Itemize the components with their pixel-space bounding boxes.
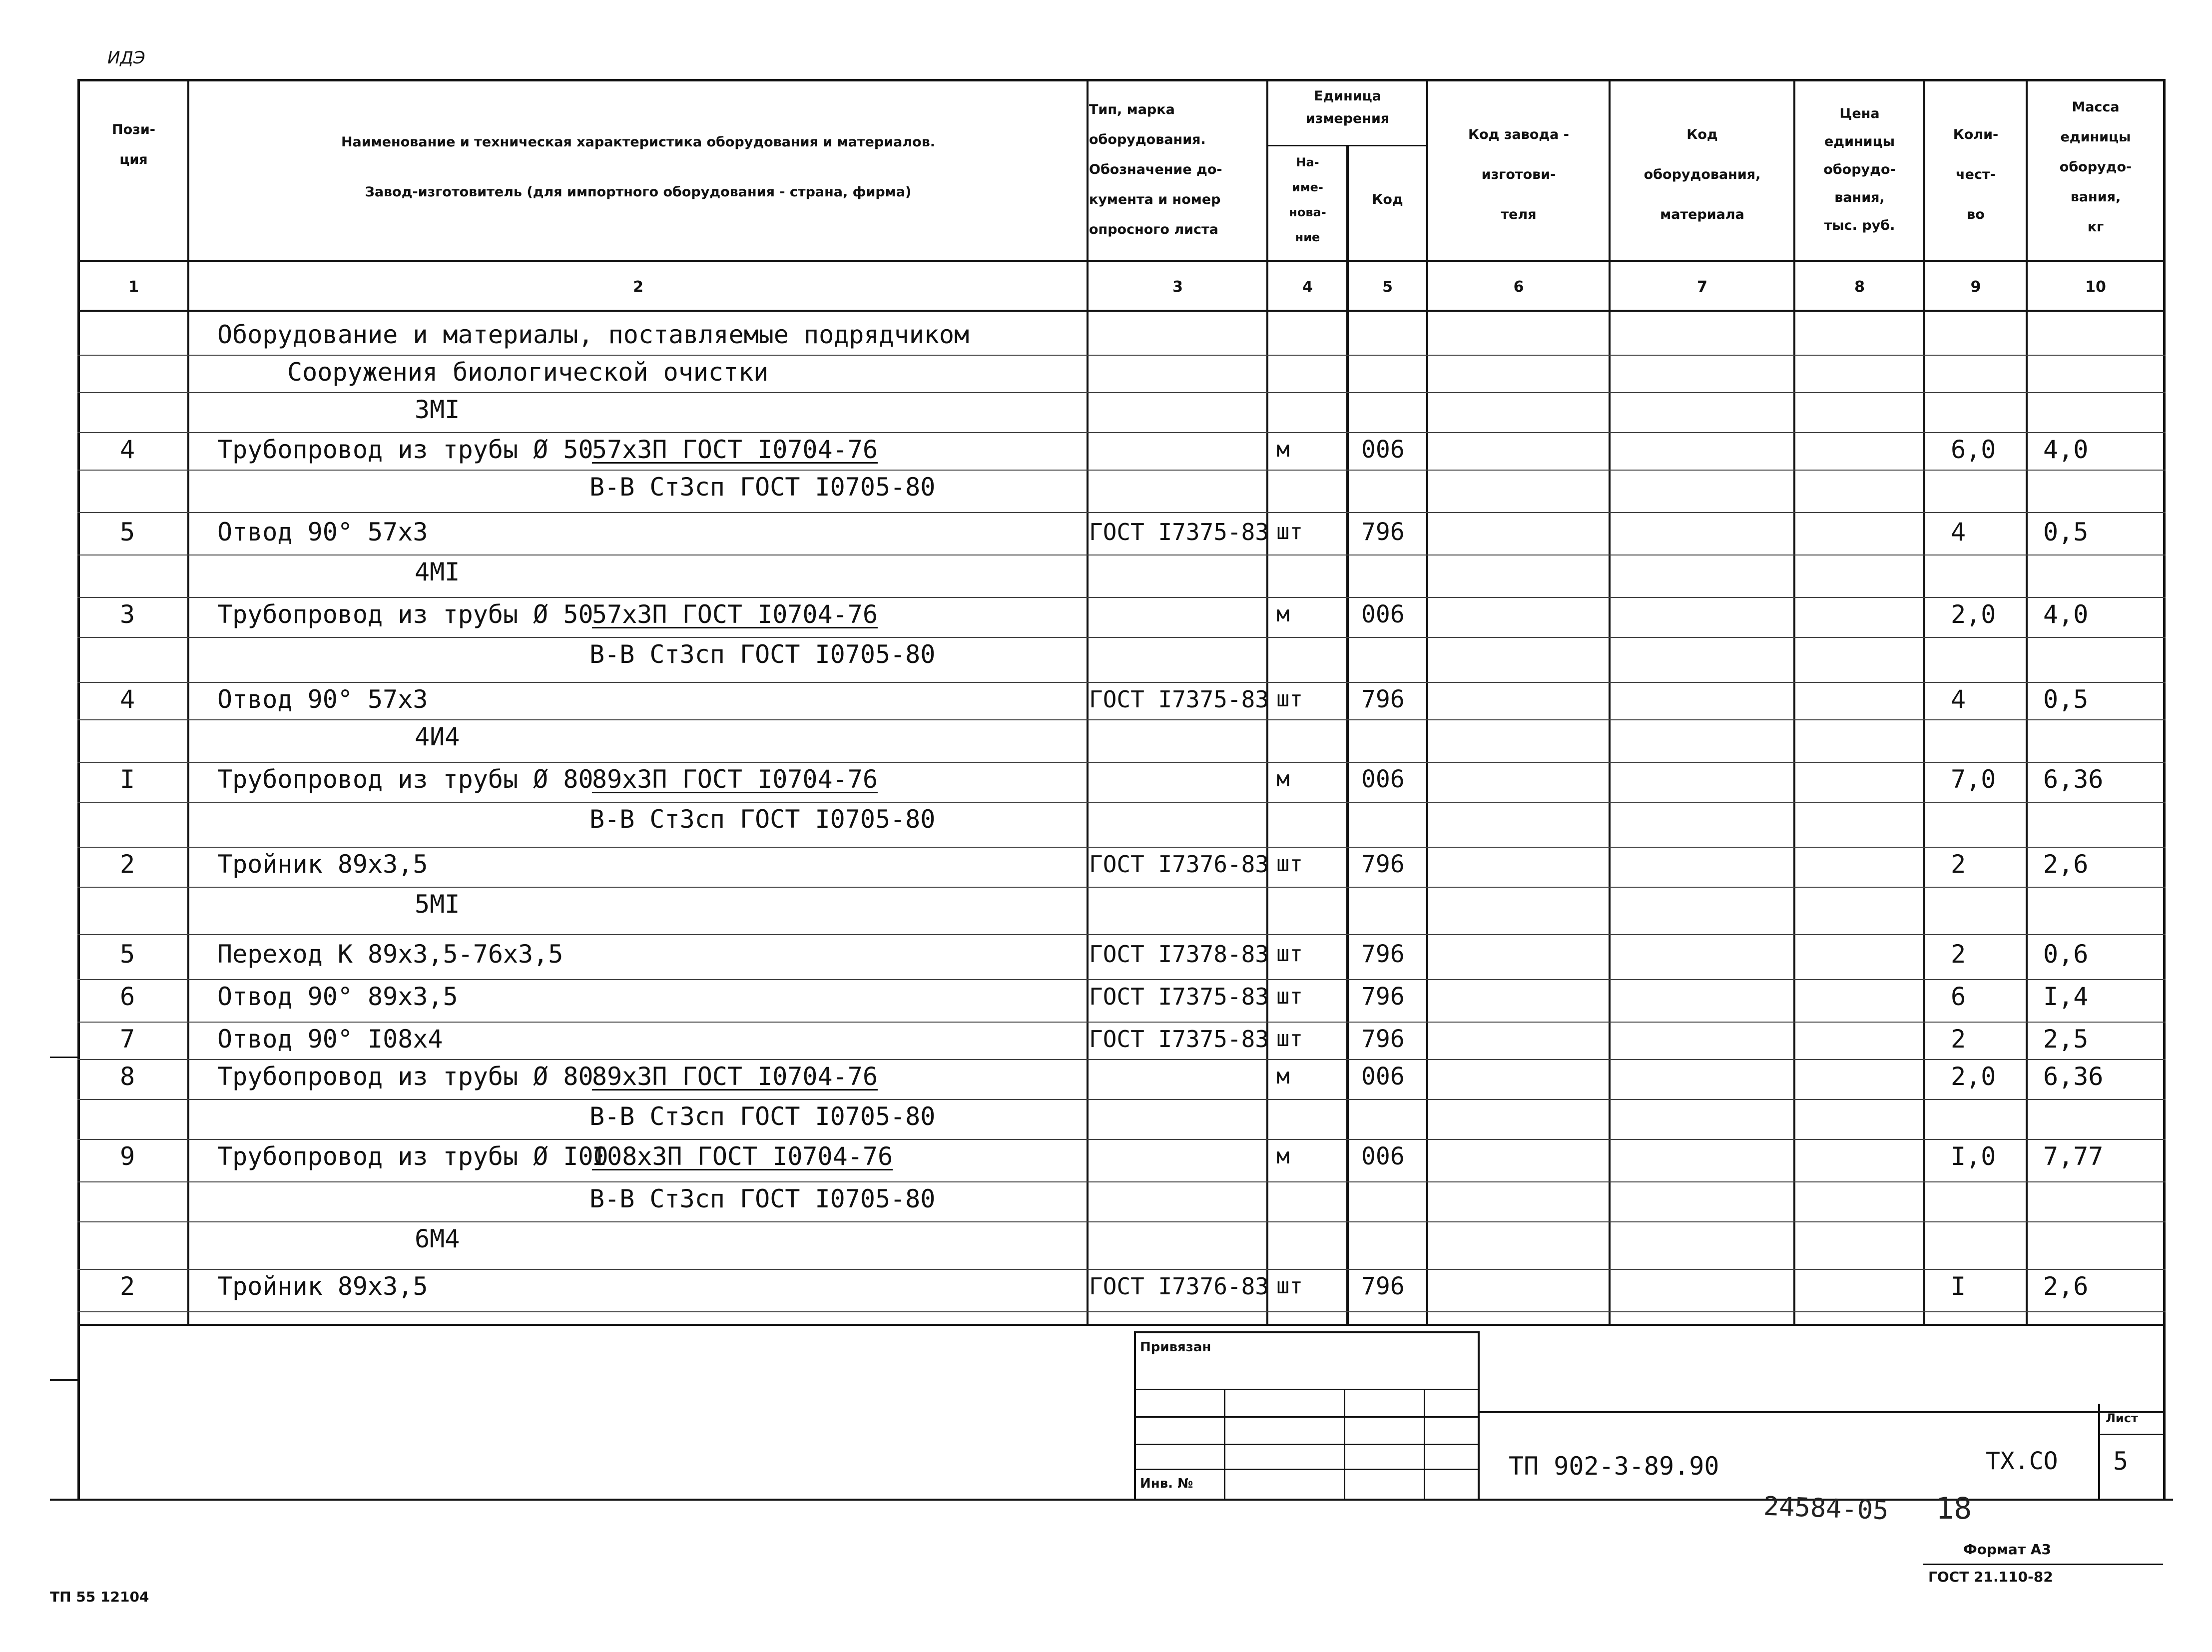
position-cell: 3	[120, 600, 135, 629]
row-separator	[77, 887, 2166, 888]
header-unit: Единица измерения	[1305, 88, 1390, 126]
row-separator	[77, 392, 2166, 393]
position-cell: 8	[120, 1062, 135, 1091]
row-separator	[77, 934, 2166, 935]
type-cell: ГОСТ I7378-83	[1089, 941, 1269, 968]
unit-code-cell: 796	[1361, 940, 1405, 968]
name-material-cell: В-В Ст3сп ГОСТ I0705-80	[589, 473, 936, 502]
mass-cell: 0,6	[2043, 940, 2089, 969]
position-cell: 4	[120, 435, 135, 464]
name-spec-cell: 89х3П ГОСТ I0704-76	[592, 1062, 878, 1091]
col-line-7	[1793, 79, 1795, 1325]
unit-code-cell: 796	[1361, 518, 1405, 546]
colnum-9: 9	[1970, 278, 1981, 296]
mass-cell: 0,5	[2043, 685, 2089, 714]
handwritten-page: 18	[1936, 1491, 1972, 1526]
colnum-10: 10	[2085, 278, 2106, 296]
unit-code-cell: 796	[1361, 983, 1405, 1011]
type-cell: ГОСТ I7376-83	[1089, 1273, 1269, 1300]
unit-cell: м	[1276, 437, 1290, 462]
stamp-line-1	[1134, 1389, 1479, 1390]
colnum-bottom-line	[77, 310, 2166, 312]
doc-part: ТХ.СО	[1986, 1447, 2058, 1475]
doc-code: ТП 902-3-89.90	[1509, 1452, 1719, 1481]
header-position: Пози- ция	[112, 122, 155, 167]
section-heading: 6М4	[415, 1224, 460, 1253]
mass-cell: 6,36	[2043, 765, 2104, 794]
quantity-cell: I,0	[1951, 1142, 1996, 1171]
quantity-cell: 2,0	[1951, 1062, 1996, 1091]
header-equipment-code: Код оборудования, материала	[1644, 127, 1761, 222]
type-cell: ГОСТ I7375-83	[1089, 519, 1269, 546]
row-separator	[77, 719, 2166, 720]
unit-code-cell: 006	[1361, 600, 1405, 628]
name-spec-cell: 57х3П ГОСТ I0704-76	[592, 435, 878, 464]
position-cell: 4	[120, 685, 135, 714]
name-cell: Трубопровод из трубы Ø 50	[217, 435, 593, 464]
colnum-1: 1	[128, 278, 139, 296]
sheet-box-split	[2098, 1434, 2166, 1435]
row-separator	[77, 802, 2166, 803]
quantity-cell: I	[1951, 1272, 1966, 1301]
frame-right	[2163, 79, 2166, 1500]
position-cell: 6	[120, 982, 135, 1011]
name-cell: Трубопровод из трубы Ø 50	[217, 600, 593, 629]
quantity-cell: 2	[1951, 1025, 1966, 1054]
sheet-box-left	[2098, 1404, 2100, 1499]
name-cell: Тройник 89х3,5	[217, 1272, 428, 1301]
unit-cell: м	[1276, 1064, 1290, 1089]
unit-cell: шт	[1276, 686, 1303, 712]
name-cell: Переход К 89х3,5-76х3,5	[217, 940, 563, 969]
col-line-2	[1087, 79, 1089, 1325]
mass-cell: 4,0	[2043, 600, 2089, 629]
section-heading: 5МI	[415, 890, 460, 919]
unit-cell: шт	[1276, 519, 1303, 545]
row-separator	[77, 1099, 2166, 1100]
row-separator	[77, 1311, 2166, 1312]
unit-cell: шт	[1276, 1026, 1303, 1052]
quantity-cell: 6	[1951, 982, 1966, 1011]
unit-code-cell: 796	[1361, 850, 1405, 878]
position-cell: 5	[120, 518, 135, 547]
sheet-number: 5	[2113, 1447, 2129, 1476]
row-separator	[77, 1221, 2166, 1222]
sheet-label: Лист	[2106, 1411, 2138, 1425]
mass-cell: 2,5	[2043, 1025, 2089, 1054]
col-line-1	[187, 79, 189, 1325]
stamp-line-4	[1134, 1469, 1479, 1470]
unit-header-split	[1266, 145, 1426, 146]
quantity-cell: 2,0	[1951, 600, 1996, 629]
col-line-9	[2026, 79, 2028, 1325]
stamp-line-2	[1134, 1416, 1479, 1418]
col-line-8	[1923, 79, 1925, 1325]
header-mass: Масса единицы оборудо- вания, кг	[2059, 99, 2132, 235]
row-separator	[77, 979, 2166, 980]
type-cell: ГОСТ I7375-83	[1089, 1026, 1269, 1053]
section-heading: Оборудование и материалы, поставляемые подрядчиком	[217, 320, 970, 349]
format-underline	[1923, 1564, 2163, 1565]
quantity-cell: 2	[1951, 850, 1966, 879]
header-name: Наименование и техническая характеристика оборудования и материалов. Завод-изготовитель (для импортного оборудования - страна, фирма)	[341, 134, 936, 200]
colnum-6: 6	[1513, 278, 1524, 296]
handwritten-number: 24584-05	[1763, 1491, 1889, 1526]
header-unit-name: На- име- нова- ние	[1289, 155, 1326, 244]
title-block-top	[1478, 1411, 2165, 1413]
format-label: Формат А3	[1963, 1541, 2051, 1558]
margin-tick-2	[50, 1379, 77, 1381]
mass-cell: I,4	[2043, 982, 2089, 1011]
stamp-line-3	[1134, 1444, 1479, 1445]
quantity-cell: 4	[1951, 518, 1966, 547]
unit-cell: шт	[1276, 941, 1303, 967]
stamp-vline-3	[1424, 1389, 1425, 1499]
stamp-vline-1	[1224, 1389, 1225, 1499]
colnum-2: 2	[633, 278, 643, 296]
mass-cell: 2,6	[2043, 850, 2089, 879]
row-separator	[77, 637, 2166, 638]
section-heading: 3МI	[415, 395, 460, 424]
quantity-cell: 2	[1951, 940, 1966, 969]
gost-label: ГОСТ 21.110-82	[1928, 1569, 2053, 1585]
stamp-box-right	[1478, 1331, 1480, 1499]
col-line-4	[1346, 145, 1349, 1325]
frame-top	[77, 79, 2166, 81]
row-separator	[77, 554, 2166, 555]
stamp-inv-no: Инв. №	[1140, 1476, 1193, 1491]
name-material-cell: В-В Ст3сп ГОСТ I0705-80	[589, 640, 936, 669]
unit-code-cell: 796	[1361, 1272, 1405, 1300]
row-separator	[77, 1059, 2166, 1060]
name-cell: Отвод 90° 89х3,5	[217, 982, 458, 1011]
row-separator	[77, 847, 2166, 848]
type-cell: ГОСТ I7375-83	[1089, 983, 1269, 1010]
name-material-cell: В-В Ст3сп ГОСТ I0705-80	[589, 1184, 936, 1213]
section-heading: Сооружения биологической очистки	[287, 358, 769, 387]
name-spec-cell: I08х3П ГОСТ I0704-76	[592, 1142, 893, 1171]
header-unit-code: Код	[1372, 192, 1403, 207]
colnum-8: 8	[1854, 278, 1865, 296]
position-cell: 2	[120, 850, 135, 879]
colnum-5: 5	[1382, 278, 1393, 296]
margin-tick-1	[50, 1057, 77, 1058]
header-factory-code: Код завода - изготови- теля	[1468, 127, 1569, 222]
unit-code-cell: 006	[1361, 765, 1405, 793]
unit-cell: м	[1276, 766, 1290, 792]
corner-mark: ИДЭ	[107, 48, 145, 68]
table-bottom-line	[77, 1324, 2166, 1326]
stamp-vline-2	[1344, 1389, 1345, 1499]
stamp-privyazan: Привязан	[1140, 1340, 1211, 1355]
row-separator	[77, 762, 2166, 763]
name-cell: Трубопровод из трубы Ø 80	[217, 1062, 593, 1091]
col-line-6	[1609, 79, 1611, 1325]
name-cell: Отвод 90° I08х4	[217, 1025, 443, 1054]
colnum-4: 4	[1302, 278, 1313, 296]
unit-code-cell: 006	[1361, 1142, 1405, 1170]
colnum-7: 7	[1697, 278, 1707, 296]
name-spec-cell: 89х3П ГОСТ I0704-76	[592, 765, 878, 794]
colnum-3: 3	[1172, 278, 1183, 296]
name-cell: Трубопровод из трубы Ø 80	[217, 765, 593, 794]
position-cell: 7	[120, 1025, 135, 1054]
row-separator	[77, 1022, 2166, 1023]
unit-code-cell: 006	[1361, 1063, 1405, 1091]
row-separator	[77, 1139, 2166, 1140]
position-cell: 5	[120, 940, 135, 969]
row-separator	[77, 432, 2166, 433]
name-cell: Тройник 89х3,5	[217, 850, 428, 879]
col-line-5	[1426, 79, 1428, 1325]
header-bottom-line	[77, 260, 2166, 262]
name-cell: Отвод 90° 57х3	[217, 685, 428, 714]
position-cell: I	[120, 765, 135, 794]
name-cell: Трубопровод из трубы Ø I00	[217, 1142, 608, 1171]
unit-code-cell: 796	[1361, 1025, 1405, 1053]
position-cell: 2	[120, 1272, 135, 1301]
unit-cell: шт	[1276, 851, 1303, 877]
name-material-cell: В-В Ст3сп ГОСТ I0705-80	[589, 805, 936, 834]
section-heading: 4И4	[415, 722, 460, 751]
name-spec-cell: 57х3П ГОСТ I0704-76	[592, 600, 878, 629]
mass-cell: 4,0	[2043, 435, 2089, 464]
header-type: Тип, марка оборудования. Обозначение до- кумента и номер опросного листа	[1089, 102, 1222, 237]
section-heading: 4МI	[415, 557, 460, 586]
unit-cell: шт	[1276, 984, 1303, 1009]
row-separator	[77, 682, 2166, 683]
unit-code-cell: 796	[1361, 685, 1405, 713]
mass-cell: 2,6	[2043, 1272, 2089, 1301]
mass-cell: 7,77	[2043, 1142, 2104, 1171]
position-cell: 9	[120, 1142, 135, 1171]
row-separator	[77, 355, 2166, 356]
mass-cell: 0,5	[2043, 518, 2089, 547]
quantity-cell: 4	[1951, 685, 1966, 714]
name-material-cell: В-В Ст3сп ГОСТ I0705-80	[589, 1102, 936, 1131]
type-cell: ГОСТ I7376-83	[1089, 851, 1269, 878]
type-cell: ГОСТ I7375-83	[1089, 686, 1269, 713]
row-separator	[77, 512, 2166, 513]
row-separator	[77, 597, 2166, 598]
stamp-box-left	[1134, 1331, 1136, 1499]
unit-code-cell: 006	[1361, 436, 1405, 464]
bottom-left-code: ТП 55 12104	[50, 1589, 149, 1605]
unit-cell: м	[1276, 601, 1290, 627]
stamp-box-top	[1134, 1331, 1479, 1333]
quantity-cell: 6,0	[1951, 435, 1996, 464]
row-separator	[77, 1269, 2166, 1270]
row-separator	[77, 1181, 2166, 1182]
mass-cell: 6,36	[2043, 1062, 2104, 1091]
header-quantity: Коли- чест- во	[1953, 127, 1999, 222]
row-separator	[77, 470, 2166, 471]
unit-cell: м	[1276, 1143, 1290, 1169]
quantity-cell: 7,0	[1951, 765, 1996, 794]
name-cell: Отвод 90° 57х3	[217, 518, 428, 547]
header-price: Цена единицы оборудо- вания, тыс. руб.	[1823, 106, 1896, 233]
unit-cell: шт	[1276, 1273, 1303, 1299]
